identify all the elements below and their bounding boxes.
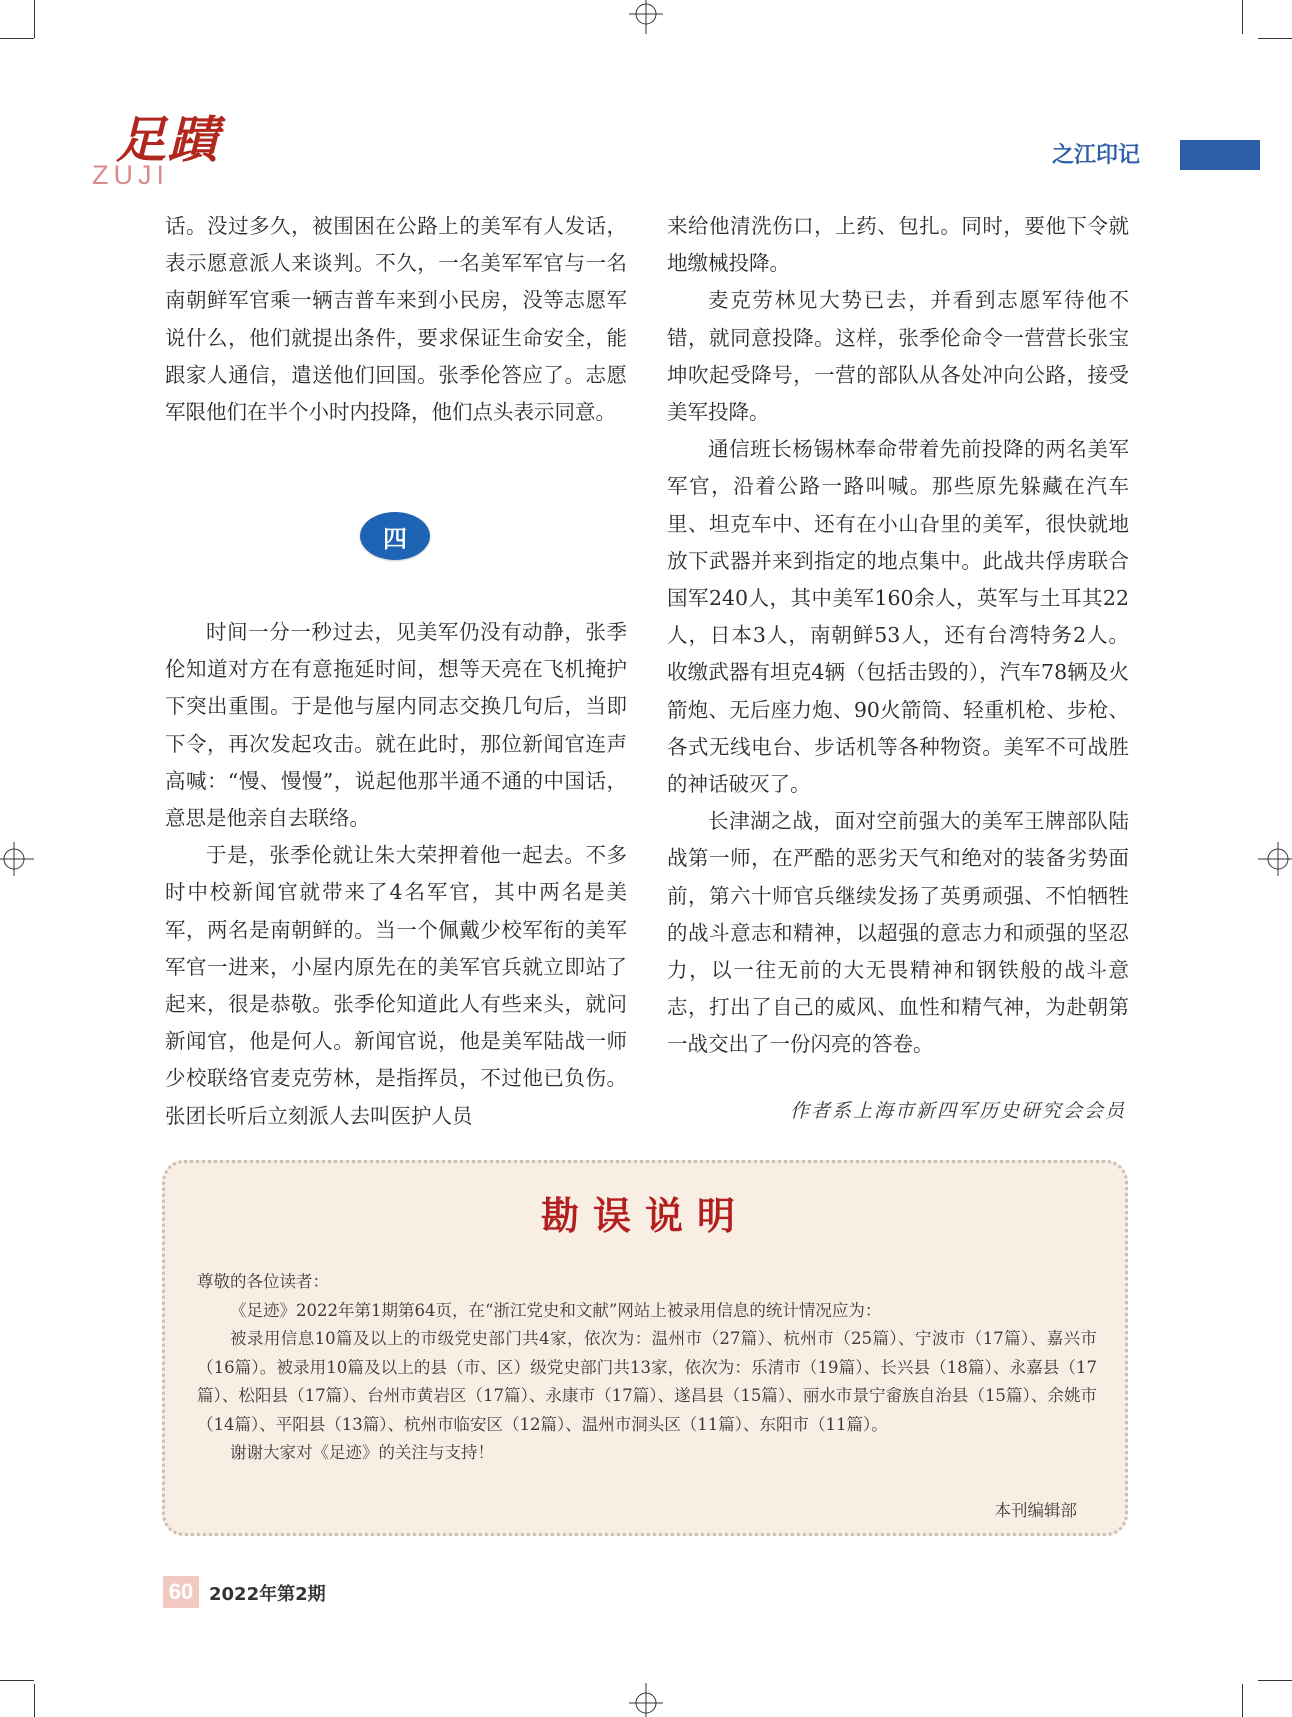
article-paragraph: 通信班长杨锡林奉命带着先前投降的两名美军军官，沿着公路一路叫喊。那些原先躲藏在汽车里、坦克车中、还有在小山旮里的美军，很快就地放下武器并来到指定的地点集中。此战共俘虏联合国军240人，其中美军160余人，英军与土耳其22人，日本3人，南朝鲜53人，还有台湾特务2人。收缴武器有坦克4辆（包括击毁的），汽车78辆及火箭炮、无后座力炮、90火箭筒、轻重机枪、步枪、各式无线电台、步话机等各种物资。美军不可战胜的神话破灭了。	[667, 437, 1129, 797]
article-column-left-bottom	[165, 614, 627, 1135]
section-number-badge: 四	[360, 512, 430, 560]
erratum-paragraph: 谢谢大家对《足迹》的关注与支持！	[230, 1443, 494, 1462]
crop-mark	[1258, 1680, 1292, 1681]
crop-mark	[34, 0, 35, 38]
crop-mark	[1242, 1684, 1243, 1717]
article-paragraph: 于是，张季伦就让朱大荣押着他一起去。不多时中校新闻官就带来了4名军官，其中两名是美军，两名是南朝鲜的。当一个佩戴少校军衔的美军军官一进来，小屋内原先在的美军官兵就立即站了起来，很是恭敬。张季伦知道此人有些来头，就问新闻官，他是何人。新闻官说，他是美军陆战一师少校联络官麦克劳林，是指挥员，不过他已负伤。张团长听后立刻派人去叫医护人员	[165, 843, 627, 1128]
registration-mark-icon	[1258, 842, 1292, 876]
crop-mark	[0, 1680, 34, 1681]
article-paragraph: 时间一分一秒过去，见美军仍没有动静，张季伦知道对方在有意拖延时间，想等天亮在飞机掩护下突出重围。于是他与屋内同志交换几句后，当即下令，再次发起攻击。就在此时，那位新闻官连声高喊：“慢、慢慢”，说起他那半通不通的中国话，意思是他亲自去联络。	[165, 620, 627, 831]
article-paragraph: 话。没过多久，被围困在公路上的美军有人发话，表示愿意派人来谈判。不久，一名美军军官与一名南朝鲜军官乘一辆吉普车来到小民房，没等志愿军说什么，他们就提出条件，要求保证生命安全，能跟家人通信，遣送他们回国。张季伦答应了。志愿军限他们在半个小时内投降，他们点头表示同意。	[165, 214, 627, 425]
erratum-title: 勘误说明	[540, 1194, 749, 1238]
article-paragraph: 长津湖之战，面对空前强大的美军王牌部队陆战第一师，在严酷的恶劣天气和绝对的装备劣势面前，第六十师官兵继续发扬了英勇顽强、不怕牺牲的战斗意志和精神，以超强的意志力和顽强的坚忍力，以一往无前的大无畏精神和钢铁般的战斗意志，打出了自己的威风、血性和精气神，为赴朝第一战交出了一份闪亮的答卷。	[667, 809, 1129, 1057]
issue-label: 2022年第2期	[209, 1584, 326, 1605]
article-paragraph: 来给他清洗伤口，上药、包扎。同时，要他下令就地缴械投降。	[667, 214, 1129, 276]
erratum-body	[197, 1268, 1097, 1468]
crop-mark	[1258, 38, 1292, 39]
page-number: 60	[163, 1576, 199, 1608]
article-column-left-top	[165, 208, 627, 431]
logo-text-cn: 足蹟	[116, 110, 220, 169]
erratum-signature: 本刊编辑部	[994, 1501, 1077, 1520]
section-accent-bar	[1180, 140, 1260, 170]
crop-mark	[1242, 0, 1243, 34]
registration-mark-icon	[629, 0, 663, 34]
crop-mark	[0, 38, 34, 39]
section-title: 之江印记	[1051, 143, 1140, 168]
erratum-greeting: 尊敬的各位读者：	[197, 1272, 329, 1291]
author-note: 作者系上海市新四军历史研究会会员	[789, 1100, 1126, 1122]
registration-mark-icon	[0, 842, 34, 876]
registration-mark-icon	[629, 1683, 663, 1717]
crop-mark	[34, 1684, 35, 1717]
erratum-box	[162, 1160, 1128, 1536]
magazine-logo	[92, 98, 232, 198]
article-paragraph: 麦克劳林见大势已去，并看到志愿军待他不错，就同意投降。这样，张季伦命令一营营长张宝坤吹起受降号，一营的部队从各处冲向公路，接受美军投降。	[667, 288, 1129, 425]
erratum-paragraph: 《足迹》2022年第1期第64页，在“浙江党史和文献”网站上被录用信息的统计情况应为：	[230, 1300, 882, 1320]
erratum-paragraph: 被录用信息10篇及以上的市级党史部门共4家，依次为：温州市（27篇）、杭州市（25篇）、宁波市（17篇）、嘉兴市（16篇）。被录用10篇及以上的县（市、区）级党史部门共13家，依次为：乐清市（19篇）、长兴县（18篇）、永嘉县（17篇）、松阳县（17篇）、台州市黄岩区（17篇）、永康市（17篇）、遂昌县（15篇）、丽水市景宁畲族自治县（15篇）、余姚市（14篇）、平阳县（13篇）、杭州市临安区（12篇）、温州市洞头区（11篇）、东阳市（11篇）。	[197, 1329, 1097, 1434]
logo-text-en: ZUJI	[92, 160, 169, 190]
article-column-right	[667, 208, 1129, 1064]
